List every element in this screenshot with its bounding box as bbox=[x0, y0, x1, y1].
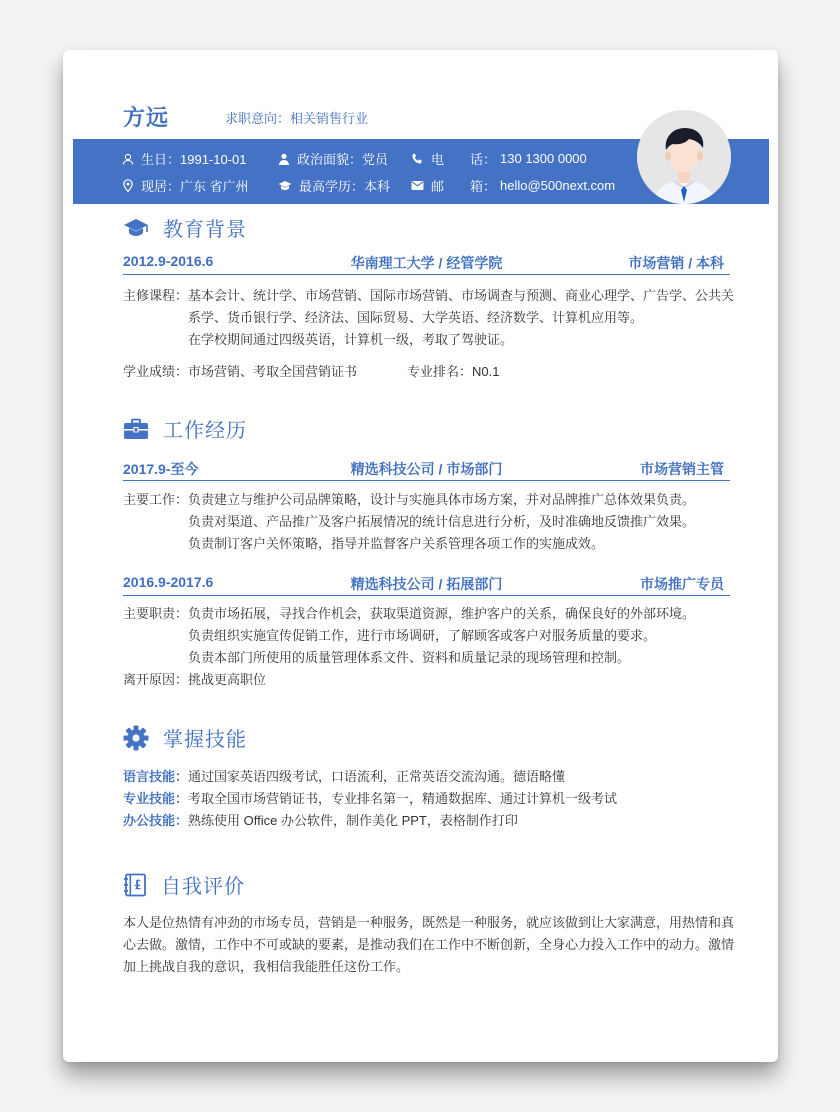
skill-professional: 专业技能： 考取全国市场营销证书，专业排名第一，精通数据库、通过计算机一级考试 bbox=[123, 791, 618, 806]
duty-line: 负责组织实施宣传促销工作，进行市场调研，了解顾客或客户对服务质量的要求。 bbox=[188, 628, 657, 643]
graduation-cap-icon bbox=[278, 180, 292, 192]
education-section-header bbox=[123, 213, 247, 242]
education-school: 华南理工大学 / 经管学院 bbox=[350, 255, 503, 271]
info-degree: 最高学历：本科 bbox=[278, 176, 390, 195]
job-2-position: 市场推广专员 bbox=[640, 576, 724, 592]
job-1-company: 精选科技公司 / 市场部门 bbox=[350, 461, 503, 477]
phone-icon bbox=[411, 153, 424, 165]
education-courses bbox=[123, 285, 735, 351]
self-eval-title: 自我评价 bbox=[161, 876, 245, 898]
duty-line: 负责对渠道、产品推广及客户拓展情况的统计信息进行分析，及时准确地反馈推广效果。 bbox=[188, 514, 696, 529]
briefcase-icon bbox=[123, 418, 149, 440]
job-1-period: 2017.9-至今 bbox=[123, 461, 199, 477]
info-birth: 生日：1991-10-01 bbox=[122, 149, 247, 168]
info-phone: 电 话： 130 1300 0000 bbox=[411, 149, 587, 168]
education-rank: 专业排名：N0.1 bbox=[407, 364, 500, 379]
education-major: 市场营销 / 本科 bbox=[628, 255, 724, 271]
duty-line: 负责市场拓展，寻找合作机会，获取渠道资源，维护客户的关系，确保良好的外部环境。 bbox=[188, 606, 696, 621]
self-eval-text: 本人是位热情有冲劲的市场专员，营销是一种服务，既然是一种服务，就应该做到让大家满意，用热情和真心去做。激情，工作中不可或缺的要素，是推动我们在工作中不断创新，全身心力投入工作中的动力。激情加上挑战自我的意识，我相信我能胜任这份工作。 bbox=[123, 915, 735, 974]
info-email: 邮 箱： hello@500next.com bbox=[411, 176, 615, 195]
courses-note: 在学校期间通过四级英语，计算机一级，考取了驾驶证。 bbox=[188, 332, 514, 347]
duty-line: 负责建立与维护公司品牌策略，设计与实施具体市场方案，并对品牌推广总体效果负责。 bbox=[188, 492, 696, 507]
avatar bbox=[637, 110, 731, 204]
education-period: 2012.9-2016.6 bbox=[123, 253, 214, 269]
education-grades: 学业成绩：市场营销、考取全国营销证书 bbox=[123, 364, 358, 379]
skills-section-header bbox=[123, 723, 247, 752]
job-1-duties: 主要工作： 负责建立与维护公司品牌策略，设计与实施具体市场方案，并对品牌推广总体效果负责。 负责对渠道、产品推广及客户拓展情况的统计信息进行分析，及时准确地反馈推广效果。 负责制订客户关怀策略，指导并监督客户关系管理各项工作的实施成效。 bbox=[123, 489, 735, 555]
resume-page bbox=[63, 50, 778, 1062]
info-politics: 政治面貌：党员 bbox=[278, 149, 388, 168]
work-row-2 bbox=[123, 572, 730, 596]
job-1-position: 市场营销主管 bbox=[640, 461, 724, 477]
courses-text: 基本会计、统计学、市场营销、国际市场营销、市场调查与预测、商业心理学、广告学、公共关系学、货币银行学、经济法、国际贸易、大学英语、经济数学、计算机应用等。 bbox=[188, 288, 735, 325]
graduation-cap-icon bbox=[123, 217, 149, 239]
job-2-period: 2016.9-2017.6 bbox=[123, 574, 214, 590]
education-title: 教育背景 bbox=[163, 219, 247, 241]
gear-icon bbox=[123, 725, 149, 751]
job-2-leave-reason: 离开原因：挑战更高职位 bbox=[123, 672, 267, 687]
person-badge-icon bbox=[278, 153, 290, 165]
education-row bbox=[123, 251, 730, 275]
info-address: 现居：广东 省广州 bbox=[122, 176, 249, 195]
location-icon bbox=[122, 179, 134, 192]
self-eval-section-header bbox=[123, 870, 245, 899]
user-icon bbox=[122, 153, 134, 165]
courses-label: 主修课程： bbox=[123, 288, 189, 303]
candidate-name: 方远 bbox=[123, 105, 170, 130]
duty-line: 负责本部门所使用的质量管理体系文件、资料和质量记录的现场管理和控制。 bbox=[188, 650, 631, 665]
skill-language: 语言技能： 通过国家英语四级考试，口语流利，正常英语交流沟通。德语略懂 bbox=[123, 769, 566, 784]
work-section-header bbox=[123, 414, 247, 443]
mail-icon bbox=[411, 180, 424, 191]
work-row-1 bbox=[123, 457, 730, 481]
job-2-duties: 主要职责： 负责市场拓展，寻找合作机会，获取渠道资源，维护客户的关系，确保良好的外部环境。 负责组织实施宣传促销工作，进行市场调研，了解顾客或客户对服务质量的要求。 负责本部门所使用的质量管理体系文件、资料和质量记录的现场管理和控制。 bbox=[123, 603, 735, 669]
job-2-company: 精选科技公司 / 拓展部门 bbox=[350, 576, 503, 592]
skill-office: 办公技能： 熟练使用 Office 办公软件，制作美化 PPT，表格制作打印 bbox=[123, 813, 518, 828]
skills-title: 掌握技能 bbox=[163, 729, 247, 751]
duty-line: 负责制订客户关怀策略，指导并监督客户关系管理各项工作的实施成效。 bbox=[188, 536, 605, 551]
job-intent: 求职意向：相关销售行业 bbox=[225, 111, 369, 126]
work-title: 工作经历 bbox=[163, 420, 247, 442]
notebook-icon bbox=[123, 873, 147, 897]
